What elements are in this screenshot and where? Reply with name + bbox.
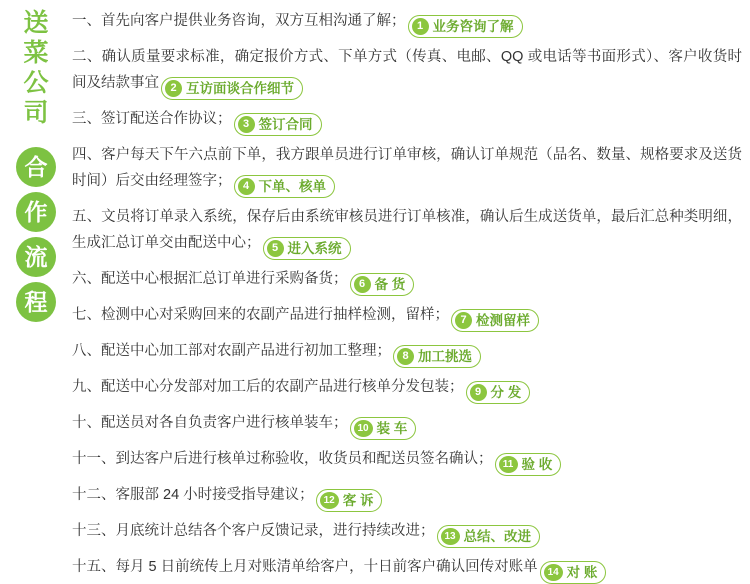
flow-step: [72, 446, 742, 476]
title-badge-char: 作: [16, 192, 56, 232]
step-badge: [161, 77, 303, 100]
step-description: 十二、客服部 24 小时接受指导建议；: [72, 487, 314, 503]
step-label: 检测留样: [476, 313, 530, 328]
step-badge: [316, 489, 383, 512]
flow-step: [72, 106, 742, 136]
step-description: 一、首先向客户提供业务咨询，双方互相沟通了解；: [72, 13, 406, 29]
step-description: 九、配送中心分发部对加工后的农副产品进行核单分发包装；: [72, 379, 464, 395]
step-number: 10: [354, 420, 373, 437]
step-badge: [234, 113, 322, 136]
flow-step: [72, 482, 742, 512]
step-label: 对 账: [566, 565, 598, 580]
step-badge: [466, 381, 531, 404]
step-badge: [350, 417, 417, 440]
step-description: 十一、到达客户后进行核单过称验收，收货员和配送员签名确认；: [72, 451, 493, 467]
step-badge: [540, 561, 607, 584]
flow-step: [72, 266, 742, 296]
flow-step: [72, 518, 742, 548]
step-number: 4: [238, 178, 255, 195]
flow-step: [72, 44, 742, 100]
step-number: 12: [320, 492, 339, 509]
step-badge: [393, 345, 481, 368]
step-badge: [495, 453, 562, 476]
step-number: 1: [412, 18, 429, 35]
step-badge: [437, 525, 541, 548]
step-description: 七、检测中心对采购回来的农副产品进行抽样检测，留样；: [72, 307, 449, 323]
step-number: 5: [267, 240, 284, 257]
title-char: 菜: [23, 39, 49, 67]
step-number: 6: [354, 276, 371, 293]
flow-step: [72, 302, 742, 332]
step-label: 互访面谈合作细节: [186, 81, 294, 96]
step-description: 五、文员将订单录入系统，保存后由系统审核员进行订单核准，确认后生成送货单，最后汇总种类明细，生成汇总订单交由配送中心；: [72, 209, 742, 251]
step-label: 下单、核单: [258, 179, 326, 194]
step-description: 十三、月底统计总结各个客户反馈记录，进行持续改进；: [72, 523, 435, 539]
flow-step: [72, 338, 742, 368]
step-number: 13: [441, 528, 460, 545]
title-char: 公: [23, 69, 49, 97]
step-description: 十、配送员对各自负责客户进行核单装车；: [72, 415, 348, 431]
step-number: 7: [455, 312, 472, 329]
step-number: 9: [470, 384, 487, 401]
step-description: 四、客户每天下午六点前下单，我方跟单员进行订单审核，确认订单规范（品名、数量、规格要求及送货时间）后交由经理签字；: [72, 147, 742, 189]
step-description: 三、签订配送合作协议；: [72, 111, 232, 127]
step-description: 六、配送中心根据汇总订单进行采购备货；: [72, 271, 348, 287]
flow-step: [72, 374, 742, 404]
step-number: 8: [397, 348, 414, 365]
vertical-title: [8, 8, 64, 508]
step-badge: [408, 15, 523, 38]
step-description: 十五、每月 5 日前统传上月对账清单给客户，十日前客户确认回传对账单: [72, 559, 538, 575]
step-label: 验 收: [521, 457, 553, 472]
step-label: 总结、改进: [463, 529, 531, 544]
step-description: 八、配送中心加工部对农副产品进行初加工整理；: [72, 343, 391, 359]
flow-step: [72, 8, 742, 38]
title-badge-char: 程: [16, 282, 56, 322]
title-badge-char: 流: [16, 237, 56, 277]
flow-step: [72, 142, 742, 198]
step-label: 加工挑选: [418, 349, 472, 364]
step-badge: [263, 237, 351, 260]
step-label: 装 车: [376, 421, 408, 436]
step-label: 进入系统: [287, 241, 342, 256]
step-label: 备 货: [374, 277, 406, 292]
step-number: 14: [544, 564, 563, 581]
flow-step: [72, 204, 742, 260]
title-char: 司: [23, 99, 49, 127]
step-label: 业务咨询了解: [432, 19, 514, 34]
step-number: 3: [238, 116, 255, 133]
step-number: 2: [165, 80, 182, 97]
step-badge: [451, 309, 539, 332]
flow-step: [72, 554, 742, 584]
step-label: 客 诉: [342, 493, 374, 508]
title-char: 送: [23, 9, 49, 37]
step-number: 11: [499, 456, 518, 473]
step-description: 二、确认质量要求标准，确定报价方式、下单方式（传真、电邮、QQ 或电话等书面形式）、客户收货时间及结款事宜: [72, 49, 742, 91]
flow-step: [72, 410, 742, 440]
step-badge: [350, 273, 415, 296]
step-label: 分 发: [490, 385, 522, 400]
step-badge: [234, 175, 336, 198]
title-badge-char: 合: [16, 147, 56, 187]
step-label: 签订合同: [258, 117, 313, 132]
flow-steps-list: [72, 8, 742, 580]
